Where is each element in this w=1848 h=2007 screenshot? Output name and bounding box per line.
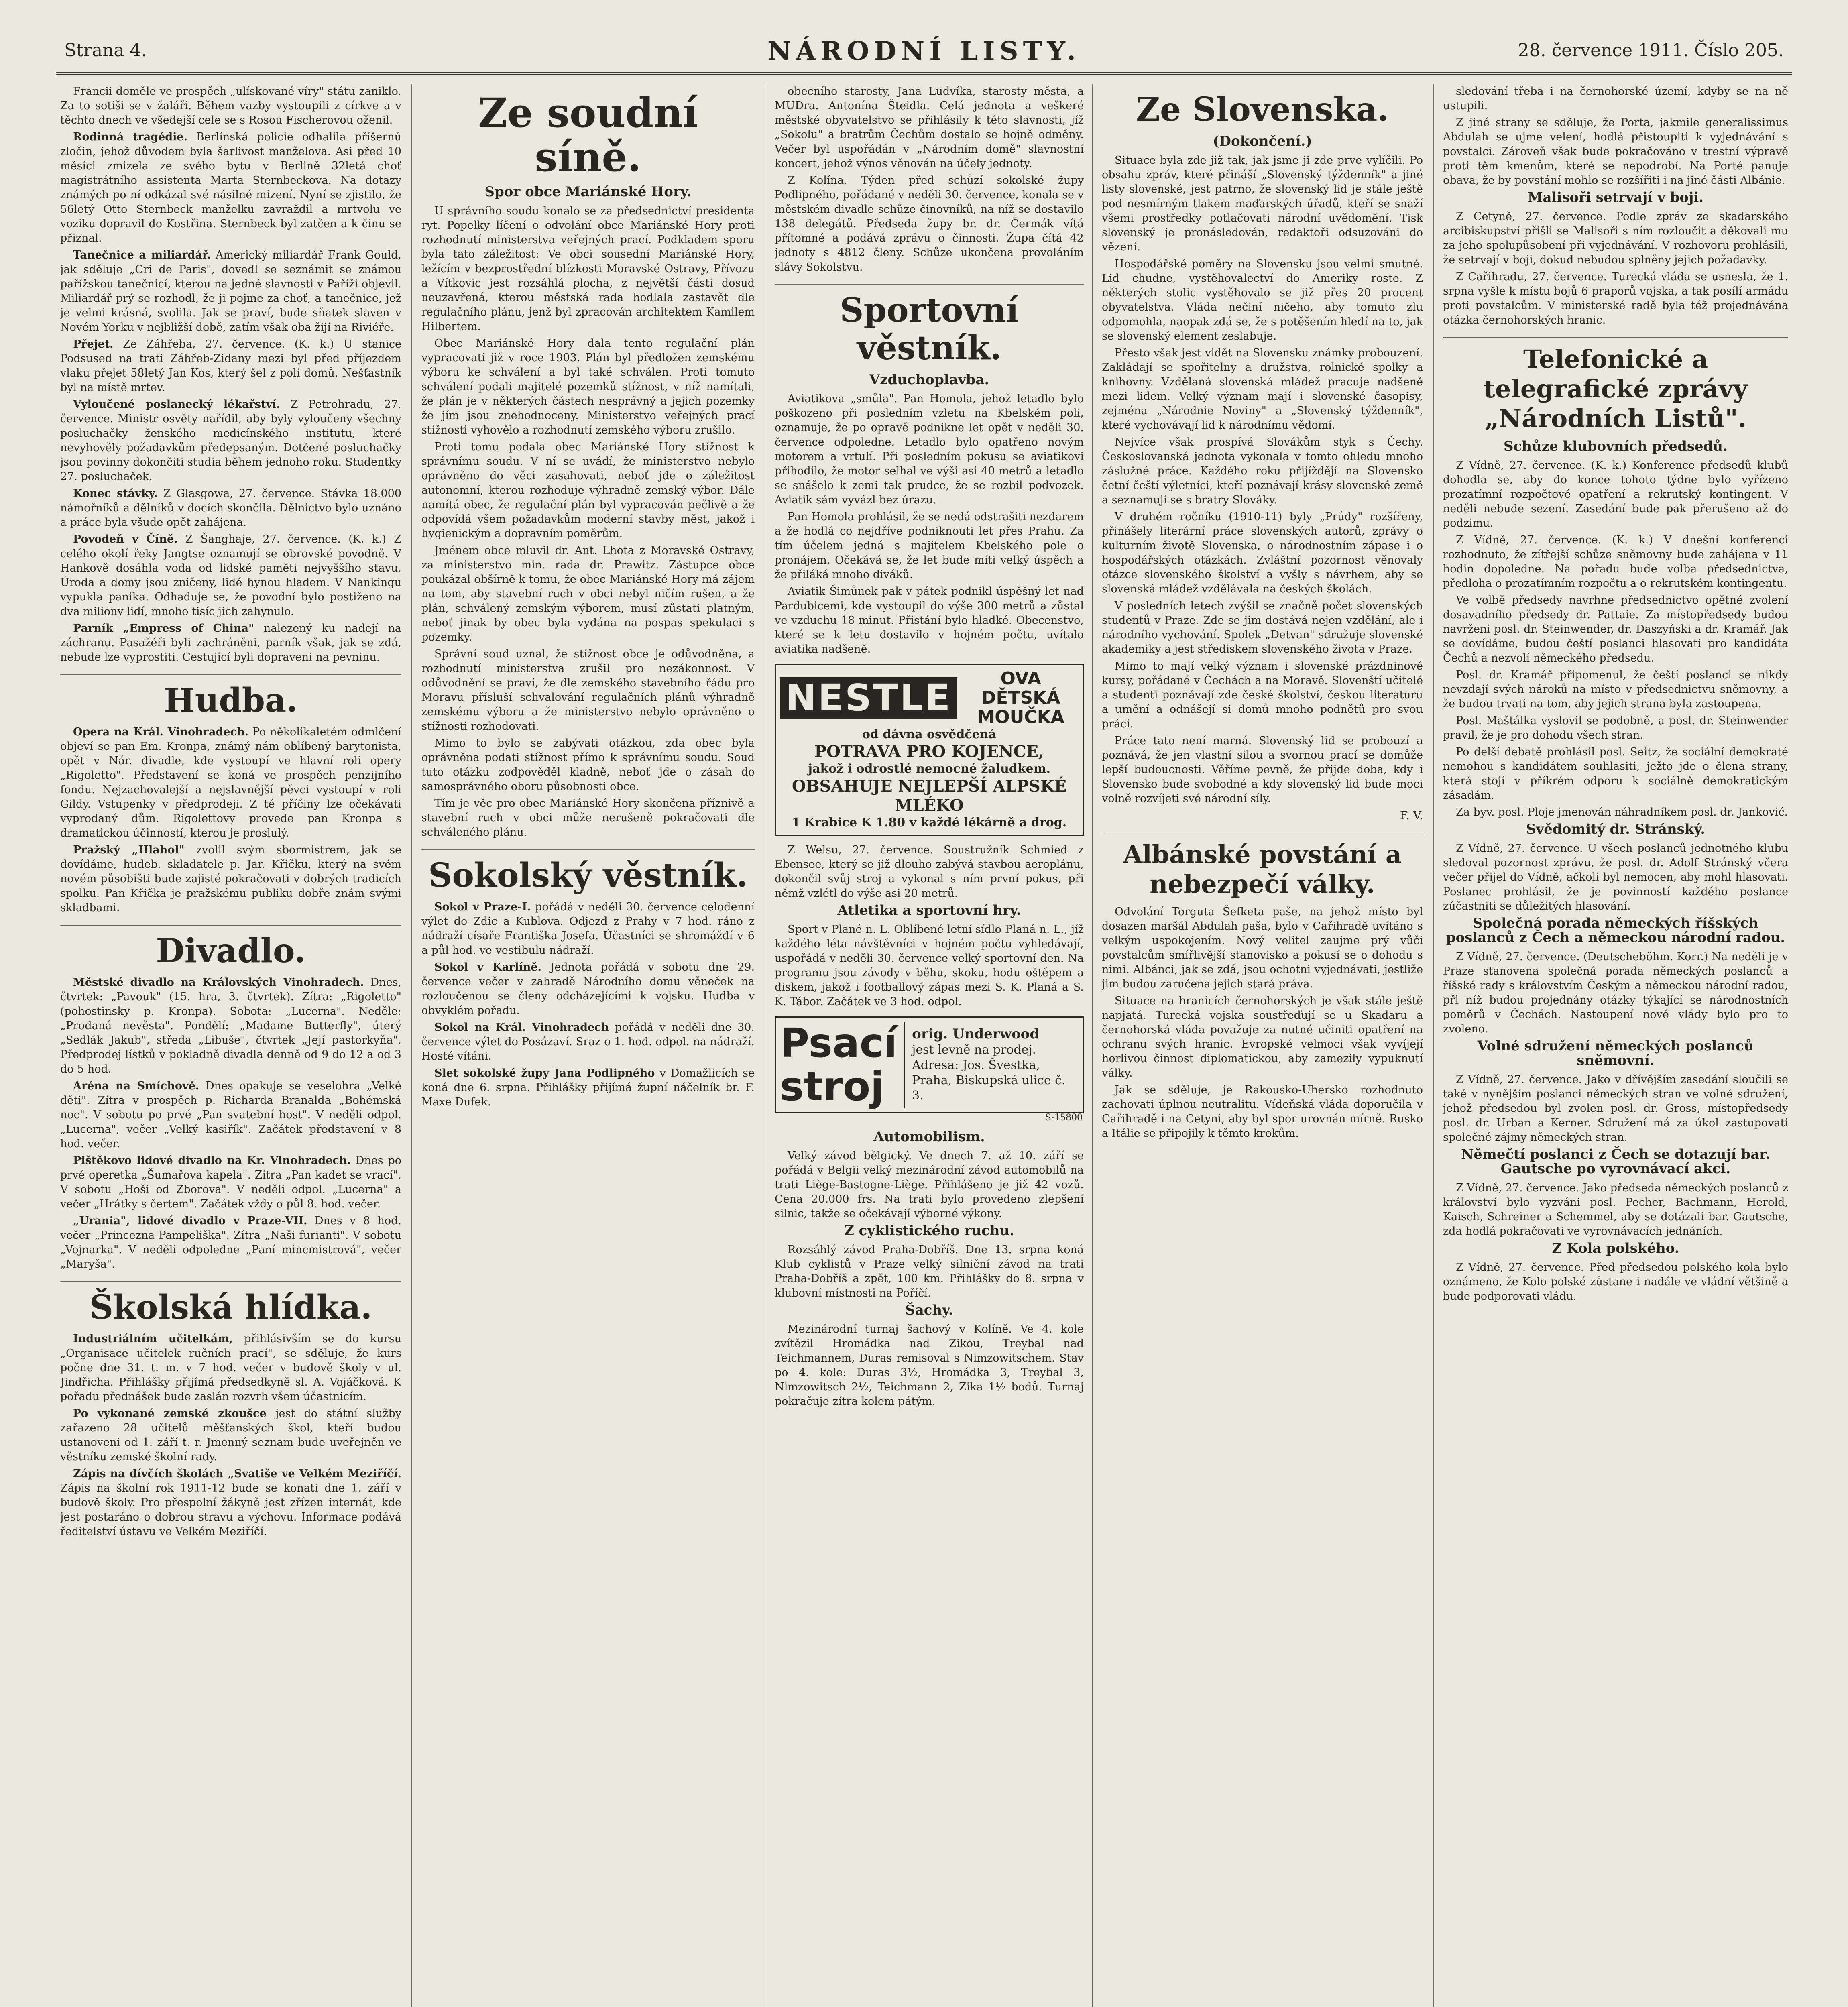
article-paragraph: Práce tato není marná. Slovenský lid se probouzí a poznává, že jen vlastní silou a svornou prací se domůže lepší budoucnosti. Věříme pevně, že přijde doba, kdy i Slovensko bude svobodné a kdy slovenský lid bude moci volně rozvíjeti své národní síly. — [1102, 735, 1423, 805]
nestle-advertisement — [775, 664, 1084, 836]
article-paragraph: V posledních letech zvýšil se značně počet slovenských studentů v Praze. Zde se jim dostává nejen vzdělání, ale i národního vychování. Spolek „Detvan" sdružuje slovenské akademiky a jest střediskem slovenského života v Praze. — [1102, 600, 1423, 655]
item-text: pořádá v neděli 30. července celodenní výlet do Zdic a Kublova. Odjezd z Prahy v 7 hod. ráno z nádraží císaře Františka Josefa. Účastníci se shromáždí v 6 a půl hod. ve vestibulu nádraží. — [421, 901, 755, 957]
article-subtitle: Malisoři setrvají v boji. — [1527, 189, 1704, 206]
item-heading: Rodinná tragédie. — [73, 131, 187, 143]
item-text: Americký miliardář Frank Gould, jak sděluje „Cri de Paris", dovedl se seznámit se známou pařížskou tanečnicí, kterou na jedné slavnosti v Paříži objevil. Miliardář prý se rozhodl, že ji pojme za choť, a tanečnice, jež je velmi krásná, svolila. Jak se praví, bude sňatek slaven v Novém Yorku v nejbližší době, zatím však oba žijí na Riviéře. — [60, 249, 401, 334]
item-text: pořádá v neděli dne 30. července výlet do Posázaví. Sraz o 1. hod. odpol. na nádraží. Hosté vítáni. — [421, 1021, 755, 1063]
article-subtitle: Atletika a sportovní hry. — [837, 902, 1021, 918]
newspaper-title: NÁRODNÍ LISTY. — [767, 36, 1081, 66]
item-text: Po několikaletém odmlčení objeví se pan Em. Kronpa, známý nám oblíbený barytonista, opět v Nár. divadle, kde vystoupí ve hlavní roli opery „Rigoletto". Představení se koná ve prospěch penzijního fondu. Nejzachovalejší a nejslavnější pěvci vystoupí v roli Gildy. Vstupenky v předprodeji. Z té příčiny lze očekávati vyprodaný dům. Rigolettovy provede pan Kronpa s dramatickou účinností, kterou je proslulý. — [60, 726, 401, 839]
column-2 — [421, 84, 755, 2007]
item-heading: Parník „Empress of China" — [73, 622, 254, 635]
article-subtitle: Z cyklistického ruchu. — [844, 1223, 1014, 1239]
ad-brand-side: OVA DĚTSKÁ MOUČKA — [977, 668, 1064, 727]
section-heading-slovensko: Ze Slovenska. — [1136, 90, 1389, 129]
item-text: Z Glasgowa, 27. července. Stávka 18.000 námořníků a dělníků v docích skončila. Dělnictvo bylo uznáno a práce byla všude opět zahájena. — [60, 487, 401, 529]
section-heading-soudni: Ze soudní síně. — [478, 89, 698, 181]
article-signature: F. V. — [1400, 809, 1423, 822]
article-paragraph: Z Vídně, 27. července. Před předsedou polského kola bylo oznámeno, že Kolo polské zůstane i nadále ve vládní většině a bude podporovati vládu. — [1443, 1261, 1788, 1303]
item-text: Dnes opakuje se veselohra „Velké děti". Zítra v prospěch p. Richarda Branalda „Bohémská noc". V sobotu po prvé „Pan svatební host". V neděli odpol. „Lucerna", večer „Velký kasiřík". Začátek představení v 8 hod. večer. — [60, 1080, 401, 1150]
ad-brand: NESTLE — [780, 677, 957, 719]
ad-code: S-15800 — [1045, 1113, 1083, 1123]
news-item — [60, 130, 401, 246]
news-item — [60, 532, 401, 619]
article-subtitle: Schůze klubovních předsedů. — [1504, 438, 1728, 454]
item-text: jest do státní služby zařazeno 28 učitelů měšťanských škol, kteří budou ustanoveni od 1. září t. r. Jmenný seznam bude uveřejněn ve věstníku zemské školní rady. — [60, 1407, 401, 1463]
news-item — [60, 248, 401, 335]
article-paragraph: Z Vídně, 27. července. Jako předseda německých poslanců z království bylo vyzváni posl. Pecher, Bachmann, Herold, Kaisch, Schreiner a Schemmel, aby se dotázali bar. Gautsche, zda hodlá pokračovati ve vyrovnávacích jednáních. — [1443, 1182, 1788, 1238]
column-rule — [1433, 84, 1434, 2007]
article-paragraph: Posl. dr. Kramář připomenul, že čeští poslanci se nikdy nevzdají svých nároků na místo v předsednictvu sněmovny, a že budou trvati na tom, aby jejich strana byla zastoupena. — [1443, 669, 1788, 710]
article-paragraph: V druhém ročníku (1910-11) byly „Prúdy" rozšířeny, přinášely literární práce slovenských autorů, zprávy o kulturním životě Slovenska, o národnostním zápase i o hospodářských otázkách. Zvláštní pozornost věnovaly otázce slovenského školství a vyšly s návrhem, aby se slovenská mládež vzdělávala na českých školách. — [1102, 511, 1423, 595]
article-paragraph: Mezinárodní turnaj šachový v Kolíně. Ve 4. kole zvítězil Hromádka nad Zikou, Treybal nad Teichmannem, Duras remisoval s Nimzowitschem. Stav po 4. kole: Duras 3½, Hromádka 3, Treybal 3, Nimzowitsch 2½, Teichmann 2, Zika 1½ bodů. Turnaj pokračuje zítra kolem pátým. — [775, 1323, 1084, 1408]
item-text: Berlínská policie odhalila příšernú zločin, jehož důvodem byla šarlivost manželova. Asi před 10 měsíci zmizela ze svého bytu v Berlině 32letá choť magistrátního assistenta Marta Sternbeckova. Na dotazy známých po ní odkázal své násilné mizení. Nyní se zjistilo, že 56letý Otto Sternbeck manželku zavraždil a mrtvolu ve voziku dopravil do Kostřina. Sternbeck byl zatčen a k činu se přiznal. — [60, 131, 401, 244]
article-subtitle: Společná porada německých říšských poslanců z Čech a německou národní radou. — [1446, 915, 1785, 946]
article-paragraph: Z Vídně, 27. července. U všech poslanců jednotného klubu sledoval pozornost zprávu, že posl. dr. Adolf Stránský včera večer přijel do Vídně, ačkoli byl nemocen, aby mohl hlasovati. Poslanec prohlásil, že je povinností každého poslance zúčastniti se důležitých hlasování. — [1443, 842, 1788, 912]
ad-line: jest levně na prodej. Adresa: Jos. Švestka, Praha, Biskupská ulice č. 3. — [912, 1043, 1066, 1103]
item-text: Dnes po prvé operetka „Šumařova kapela". Zítra „Pan kadet se vrací". V sobotu „Hoši od Zborova". V neděli odpol. „Lucerna" a večer „Hrátky s čertem". Začátek vždy o půl 8. hod. večer. — [60, 1154, 401, 1210]
section-heading-hudba: Hudba. — [60, 674, 401, 719]
article-subtitle: Němečtí poslanci z Čech se dotazují bar. Gautsche po vyrovnávací akci. — [1461, 1146, 1770, 1177]
masthead — [56, 36, 1792, 75]
section-heading-telefonicke: Telefonické a telegrafické zprávy „Národních Listů". — [1443, 337, 1788, 434]
item-text: Z Cetyně, 27. července. Podle zpráv ze skadarského arcibiskupství přišli se Malisoři s ním rozloučit a děkovali mu za jeho spolupůsobení při vyjednávání. V rozhovoru prohlásili, že setrvají v boji, dokud nebudou splněny jejich požadavky. — [1443, 210, 1788, 266]
item-text: Z Šanghaje, 27. července. (K. k.) Z celého okolí řeky Jangtse oznamují se obrovské povodně. V Hankově dosáhla voda od lidské paměti nejvyššího stavu. Úroda a domy jsou zničeny, lidé hynou hladem. V Nankingu vypukla panika. Odhaduje se, že povodní bylo postiženo na dva miliony lidí, mnoho tisíc jich zahynulo. — [60, 533, 401, 618]
article-paragraph: Situace byla zde již tak, jak jsme ji zde prve vylíčili. Po obsahu zpráv, které přináší „Slovenský týždenník" a jiné listy slovenské, jest patrno, že slovenský lid je stále ještě pod nesmírným tlakem maďarských úřadů, kteří se snaží všemi prostředky potlačovati národní uvědomění. Tisk slovenský je pronásledován, redaktoři odsuzováni do vězení. — [1102, 154, 1423, 253]
item-text: Zápis na školní rok 1911-12 bude se konati dne 1. září v budově školy. Pro přespolní žákyně jest zřízen internát, kde jest postaráno o dobrou stravu a výchovu. Informace podává ředitelství ústavu ve Velkém Meziříčí. — [60, 1482, 401, 1538]
article-paragraph: Z Vídně, 27. července. (K. k.) V dnešní konferenci rozhodnuto, že zítřejší schůze sněmovny bude zahájena v 11 hodin dopoledne. Na pořadu bude volba předsednictva, předloha o prozatímním rozpočtu a o rekrutském kontingentu. — [1443, 534, 1788, 590]
item-text: Ze Záhřeba, 27. července. (K. k.) U stanice Podsused na trati Záhřeb-Zidany mezi byl před příjezdem vlaku přejet 58letý Jan Kos, který šel z polí domů. Nešťastník byl na místě mrtev. — [60, 338, 401, 394]
column-1 — [60, 84, 401, 2007]
article-paragraph: Mimo to mají velký význam i slovenské prázdninové kursy, pořádané v Čechách a na Moravě. Slovenští učitelé a studenti poznávají zde české školství, českou literaturu a umění a odnášejí si domů mnoho podnětů pro svou práci. — [1102, 660, 1423, 730]
typewriter-advertisement — [775, 1016, 1084, 1123]
ad-line: od dávna osvědčená — [862, 727, 996, 741]
item-text: v Domažlicích se koná dne 6. srpna. Přihlášky přijímá župní náčelník br. F. Maxe Dufek. — [421, 1067, 755, 1108]
item-text: Dnes, čtvrtek: „Pavouk" (15. hra, 3. čtvrtek). Zítra: „Rigoletto" (pohostinsky p. Kronpa). Sobota: „Lucerna". Neděle: „Prodaná nevěsta". Pondělí: „Madame Butterfly", úterý „Sedlák Jakub", středa „Libuše", čtvrtek „Její pastorkyňa". Předprodej lístků v pokladně divadla denně od 9 do 12 a od 3 do 5 hod. — [60, 976, 401, 1075]
column-3 — [775, 84, 1084, 2007]
item-heading: Zápis na dívčích školách „Svatiše ve Velkém Meziříčí. — [73, 1468, 401, 1480]
column-5 — [1443, 84, 1788, 2007]
item-heading: Povodeň v Číně. — [73, 533, 178, 546]
article-subtitle: Svědomitý dr. Stránský. — [1526, 821, 1706, 837]
article-paragraph: Z Kolína. Týden před schůzí sokolské župy Podlipného, pořádané v neděli 30. července, konala se v městském divadle schůze činovníků, na níž se dostavilo 138 delegátů. Předseda župy br. dr. Čermák vítá přítomné a podává zprávu o činnosti. Župa čítá 42 jednoty s 4812 členy. Schůze ukončena provoláním slávy Sokolstvu. — [775, 174, 1084, 273]
article-paragraph: Hospodářské poměry na Slovensku jsou velmi smutné. Lid chudne, vystěhovalectví do Ameriky roste. Z některých stolic vystěhovalo se již přes 20 procent obyvatelstva. Vláda nečiní ničeho, aby tomuto zlu odpomohla, naopak zdá se, že s potěšením hledí na to, jak se slovenský element zeslabuje. — [1102, 258, 1423, 342]
item-heading: Slet sokolské župy Jana Podlipného — [434, 1067, 655, 1079]
item-text: Z Petrohradu, 27. července. Ministr osvěty nařídil, aby byly vyloučeny všechny posluchačky ženského medicínského institutu, které nevyhověly požadavkům předepsaným. Dotčené posluchačky jsou povinny dokončiti studia během jednoho roku. Studentky 27. posluchaček. — [60, 398, 401, 483]
news-item — [60, 337, 401, 395]
item-text: Z Cařihradu, 27. července. Turecká vláda se usnesla, že 1. srpna vyšle k místu bojů 6 praporů vojska, a tak posílí armádu proti povstalcům. V ministerské radě byla též projednávána otázka černohorských hranic. — [1443, 271, 1788, 326]
article-subtitle: Z Kola polského. — [1552, 1240, 1679, 1256]
section-heading-skolska: Školská hlídka. — [60, 1281, 401, 1326]
item-heading: Industriálním učitelkám, — [73, 1333, 233, 1345]
article-paragraph: Z Vídně, 27. července. (Deutscheböhm. Korr.) Na neděli je v Praze stanovena společná porada německých poslanců a říšské rady s královstvím Českým a německou národní radou, při níž budou projednány otázky týkající se národnostních poměrů v Čechách. Nastoupení nové vlády bylo pro to zvoleno. — [1443, 951, 1788, 1035]
item-heading: Přejet. — [73, 338, 114, 350]
article-paragraph: Aviatik Šimůnek pak v pátek podnikl úspěšný let nad Pardubicemi, kde vystoupil do výše 300 metrů a zůstal ve vzduchu 18 minut. Přistání bylo hladké. Obecenstvo, které se k letu dostavilo v hojném počtu, uvítalo aviatika nadšeně. — [775, 585, 1084, 655]
section-heading-divadlo: Divadlo. — [60, 925, 401, 970]
article-paragraph: sledování třeba i na černohorské území, kdyby se na ně ustupili. — [1443, 85, 1788, 112]
article-paragraph: Mimo to bylo se zabývati otázkou, zda obec byla oprávněna podati stížnost přímo k správnímu soudu. Soud tuto otázku zodpověděl kladně, neboť jde o zásah do samosprávného oboru působnosti obce. — [421, 737, 755, 793]
article-paragraph: Po delší debatě prohlásil posl. Seitz, že sociální demokraté nemohou s kandidátem souhlasiti, ježto jde o člena strany, která stojí v příkrém odporu k sociálně demokratickým zásadám. — [1443, 746, 1788, 802]
article-paragraph: Jménem obce mluvil dr. Ant. Lhota z Moravské Ostravy, za ministerstvo min. rada dr. Prawitz. Zástupce obce poukázal obšírně k tomu, že obec Mariánské Hory má zájem na tom, aby stavební ruch v obci nebyl ničím rušen, a že plán, schválený zemským výborem, musí zůstati platným, neboť jinak by obec byla vydána na pospas spekulaci s pozemky. — [421, 544, 755, 643]
section-heading-sport: Sportovní věstník. — [775, 284, 1084, 367]
article-paragraph: Jak se sděluje, je Rakousko-Uhersko rozhodnuto zachovati úplnou neutralitu. Vídeňská vláda doporučila v Cařihradě i na Cetyni, aby byl spor urovnán mírně. Rusko a Itálie se připojily k těmto krokům. — [1102, 1084, 1423, 1140]
article-paragraph: Odvolání Torguta Šefketa paše, na jehož místo byl dosazen maršál Abdulah paša, bylo v Cařihradě uvítáno s velkým uspokojením. Nový velitel zaujme prý vůči povstalcům smířlivější stanovisko a pokusí se o dohodu s nimi. Albánci, jak se zdá, jsou ochotni vyjednávati, jestliže jim budou zaručena jejich stará práva. — [1102, 906, 1423, 990]
article-paragraph: Z Vídně, 27. července. (K. k.) Konference předsedů klubů dohodla se, aby do konce tohoto týdne bylo vyřízeno prozatímní rozpočtové opatření a rekrutský kontingent. V neděli nebude sezení. Zasedání bude pak přerušeno až do podzimu. — [1443, 459, 1788, 529]
column-rule — [411, 84, 412, 2007]
item-heading: Pražský „Hlahol" — [73, 844, 185, 856]
item-heading: Konec stávky. — [73, 487, 158, 500]
article-paragraph: Obec Mariánské Hory dala tento regulační plán vypracovati již v roce 1903. Plán byl předložen zemskému výboru ke schválení a byl také schválen. Proti tomuto schválení podali majitelé pozemků stížnost, v níž namítali, že plán je v některých částech nesprávný a jejich pozemky že jím jsou znehodnoceny. Ministerstvo veřejných prací stížnosti vyhovělo a rozhodnutí zemského výboru zrušilo. — [421, 337, 755, 436]
item-text: Jednota pořádá v sobotu dne 29. července večer v zahradě Národního domu věneček na rozloučenou se členy odcházejícími k vojsku. Hudba v obvyklém pořadu. — [421, 961, 755, 1017]
article-paragraph: Velký závod bělgický. Ve dnech 7. až 10. září se pořádá v Belgii velký mezinárodní závod automobilů na trati Liège-Bastogne-Liège. Přihlášeno je již 42 vozů. Cena 20.000 frs. Na trati bylo provedeno zlepšení silnic, takže se očekávají výborné výkony. — [775, 1150, 1084, 1220]
article-subtitle: Volné sdružení německých poslanců sněmovní. — [1477, 1038, 1754, 1069]
item-text: Z jiné strany se sděluje, že Porta, jakmile generalissimus Abdulah se ujme velení, hodlá přistoupiti k vyjednávání s povstalci. Zároveň však bude pokračováno v trestní výpravě proti těm kmenům, které se nepodrobí. Na Porté panuje obava, že by povstání mohlo se rozšířiti i na jiné části Albánie. — [1443, 116, 1788, 187]
section-heading-sokol: Sokolský věstník. — [421, 849, 755, 894]
item-text: přihlásivším se do kursu „Organisace učitelek ručních prací", se sděluje, že kurs počne dne 31. t. m. v 7 hod. večer v budově školy v ul. Jindřicha. Přihlášky přijímá předsedkyně sl. A. Vojáčková. K pořadu přednášek bude zaslán rozvrh všem účastnicím. — [60, 1333, 401, 1403]
article-paragraph: Pan Homola prohlásil, že se nedá odstrašiti nezdarem a že hodlá co nejdříve podniknouti let přes Prahu. Za tím účelem jedná s majitelem Kbelského pole o pronájem. Očekává se, že let bude míti velký úspěch a že přiláká mnoho diváků. — [775, 511, 1084, 581]
article-paragraph: Přesto však jest vidět na Slovensku známky probouzení. Zakládají se spořitelny a družstva, rolnické spolky a knihovny. Vzdělaná slovenská mládež pracuje nadšeně mezi lidem. Velký význam mají i slovenské časopisy, zejména „Národnie Noviny" a „Slovenský týždenník", které vychovávají lid k národnímu vědomí. — [1102, 347, 1423, 432]
item-text: zvolil svým sbormistrem, jak se dovídáme, hudeb. skladatele p. Jar. Křičku, který na svém novém působišti bude zajisté pokračovati v dobrých tradicích spolku. Pan Křička je pražskému publiku dobře znám svými skladbami. — [60, 844, 401, 914]
article-paragraph: Z Welsu, 27. července. Soustružník Schmied z Ebensee, který se již dlouho zabývá stavbou aeroplánu, dokončil svůj stroj a vykonal s ním první pokus, při němž vzlétl do výše asi 20 metrů. — [775, 844, 1084, 900]
article-paragraph: Situace na hranicích černohorských je však stále ještě napjatá. Turecká vojska soustřeďují se u Skadaru a černohorská vláda považuje za nutné učiniti opatření na ochranu svých hranic. Evropské velmoci však vyvíjejí horlivou činnost diplomatickou, aby zamezily vypuknutí války. — [1102, 995, 1423, 1079]
article-paragraph: Z Vídně, 27. července. Jako v dřívějším zasedání sloučili se také v nynějším poslanci německých stran ve volné sdružení, jehož předsedou byl zvolen posl. dr. Gross, místopředsedy posl. dr. Urban a Kerner. Sdružení má za úkol zastupovati společné zájmy německých stran. — [1443, 1073, 1788, 1144]
ad-line: 1 Krabice K 1.80 v každé lékárně a drog. — [792, 816, 1067, 830]
article-subtitle: Spor obce Mariánské Hory. — [484, 184, 692, 200]
item-heading: Sokol v Karlíně. — [434, 961, 541, 973]
news-item — [60, 621, 401, 665]
article-paragraph: Posl. Maštálka vyslovil se podobně, a posl. dr. Steinwender pravil, že je pro dohodu všech stran. — [1443, 714, 1788, 741]
news-item — [60, 397, 401, 484]
article-subtitle: (Dokončení.) — [1213, 133, 1312, 149]
article-paragraph: U správního soudu konalo se za předsednictví presidenta ryt. Popelky líčení o odvolání obce Mariánské Hory proti rozhodnutí ministerstva veřejných prací. Podkladem sporu byla tato záležitost: Ve obci sousední Mariánské Hory, ležícím v bezprostřední blízkosti Moravské Ostravy, Přívozu a Vítkovic jest rozsáhlá plocha, z největší části dosud neuzavřená, kterou městská rada hodlala zastavět dle regulačního plánu, jenž byl zpracován architektem Kamilem Hilbertem. — [421, 205, 755, 333]
item-heading: Vyloučené poslanecký lékařství. — [73, 398, 280, 411]
ad-line: POTRAVA PRO KOJENCE, — [814, 742, 1044, 761]
article-paragraph: Ve volbě předsedy navrhne předsednictvo opětné zvolení dosavadního předsedy dr. Pattaie. Za místopředsedy budou navrženi posl. dr. Steinwender, dr. Daszyński a dr. Kramář. Jak se dovídáme, budou čeští poslanci hlasovati pro kandidáta Čechů a nezvolí německého předsedu. — [1443, 594, 1788, 664]
item-text: nalezený ku nadejí na záchranu. Pasažéři byli zachráněni, parník však, jak se zdá, nebude lze vyprostiti. Cestující byli dopraveni na pevninu. — [60, 622, 401, 664]
item-heading: Opera na Král. Vinohradech. — [73, 726, 248, 738]
column-rule — [1092, 84, 1093, 2007]
article-paragraph: Proti tomu podala obec Mariánské Hory stížnost k správnímu soudu. V ní se uvádí, že ministerstvo nebylo oprávněno do věci zasahovati, neboť jde o záležitost autonomní, kterou rozhoduje výhradně zemský výbor. Dále namítá obec, že regulační plán byl vypracován pečlivě a že odpovídá všem požadavkům moderní stavby měst, jakož i hygienickým a dopravním poměrům. — [421, 441, 755, 540]
column-4 — [1102, 84, 1423, 2007]
ad-line: orig. Underwood — [912, 1026, 1040, 1042]
item-heading: Po vykonané zemské zkoušce — [73, 1407, 267, 1420]
section-heading-alban: Albánské povstání a nebezpečí války. — [1102, 833, 1423, 899]
item-heading: Sokol na Král. Vinohradech — [434, 1021, 609, 1034]
article-subtitle: Automobilism. — [873, 1129, 985, 1145]
article-paragraph: Tím je věc pro obec Mariánské Hory skončena příznivě a stavební ruch v obci může nerušeně pokračovati dle schváleného plánu. — [421, 797, 755, 839]
page-number: Strana 4. — [64, 40, 147, 61]
news-item — [60, 486, 401, 530]
item-heading: Pištěkovo lidové divadlo na Kr. Vinohradech. — [73, 1154, 351, 1167]
item-heading: Městské divadlo na Královských Vinohradech. — [73, 976, 364, 989]
article-paragraph: Nejvíce však prospívá Slovákům styk s Čechy. Českoslovanská jednota vykonala v tomto ohledu mnoho záslužné práce. Každého roku přijíždějí na Slovensko četní čeští výletníci, kteří poznávají krásy slovenské země a seznamují se s bratry Slováky. — [1102, 436, 1423, 506]
article-paragraph: Rozsáhlý závod Praha-Dobříš. Dne 13. srpna koná Klub cyklistů v Praze velký silniční závod na trati Praha-Dobříš a zpět, 100 km. Přihlášky do 8. srpna v klubovní místnosti na Poříčí. — [775, 1244, 1084, 1299]
article-paragraph: Sport v Plané n. L. Oblíbené letní sídlo Planá n. L., jíž každého léta návštěvníci v hojném počtu vyhledávají, uspořádá v neděli 30. července velký sportovní den. Na programu jsou závody v běhu, skoku, hodu oštěpem a diskem, jakož i footballový zápas mezi S. K. Planá a S. K. Tábor. Začátek ve 3 hod. odpol. — [775, 923, 1084, 1008]
item-heading: Aréna na Smíchově. — [73, 1080, 199, 1092]
issue-date: 28. července 1911. Číslo 205. — [1518, 40, 1784, 61]
article-paragraph: obecního starosty, Jana Ludvíka, starosty města, a MUDra. Antonína Šteidla. Celá jednota a veškeré městské obyvatelstvo se přihlásily k této slavnosti, jíž „Sokolu" a bratrům Čechům dostalo se hojně odměny. Večer byl uspořádán v „Národním domě" slavnostní koncert, jehož výnos věnován na účely jednoty. — [775, 85, 1084, 170]
ad-line: jakož i odrostlé nemocné žaludkem. — [808, 762, 1050, 776]
article-paragraph: Správní soud uznal, že stížnost obce je odůvodněna, a rozhodnutí ministerstva zrušil pro nezákonnost. V odůvodnění se praví, že dle zemského stavebního řádu pro Moravu přísluší schvalování regulačních plánů výhradně zemskému výboru a že ministerstvo nebylo oprávněno o stížnosti rozhodovati. — [421, 648, 755, 733]
item-text: Dnes v 8 hod. večer „Princezna Pampeliška". Zítra „Naši furianti". V sobotu „Vojnarka". V neděli odpoledne „Paní mincmistrová", večer „Maryša". — [60, 1215, 401, 1270]
article-subtitle: Vzduchoplavba. — [869, 372, 989, 388]
article-paragraph: Aviatikova „smůla". Pan Homola, jehož letadlo bylo poškozeno při posledním vzletu na Kbelském poli, oznamuje, že po opravě podnikne let opět v neděli 30. července odpoledne. Letadlo bylo opatřeno novým motorem a vrtulí. Při posledním pokusu se aviatikovi přihodilo, že motor selhal ve výši asi 40 metrů a letadlo se snášelo k zemi tak prudce, že se rozbil podvozek. Aviatik sám vyvázl bez úrazu. — [775, 393, 1084, 506]
intro-paragraph: Francii doměle ve prospěch „ulískované víry" státu zaniklo. Za to sotiši se v žaláři. Během vazby vystoupili z církve a v těchto dnech ve všedejší cele se s Rosou Fischerovou oženil. — [60, 85, 401, 126]
article-paragraph: Za byv. posl. Ploje jmenován náhradníkem posl. dr. Janković. — [1456, 806, 1788, 818]
item-heading: Tanečnice a miliardář. — [73, 249, 211, 261]
item-heading: Sokol v Praze-I. — [434, 901, 531, 913]
ad-brand: Psací stroj — [780, 1022, 905, 1108]
item-heading: „Urania", lidové divadlo v Praze-VII. — [73, 1215, 307, 1227]
article-subtitle: Šachy. — [905, 1302, 953, 1318]
ad-line: OBSAHUJE NEJLEPŠÍ ALPSKÉ MLÉKO — [792, 777, 1067, 815]
